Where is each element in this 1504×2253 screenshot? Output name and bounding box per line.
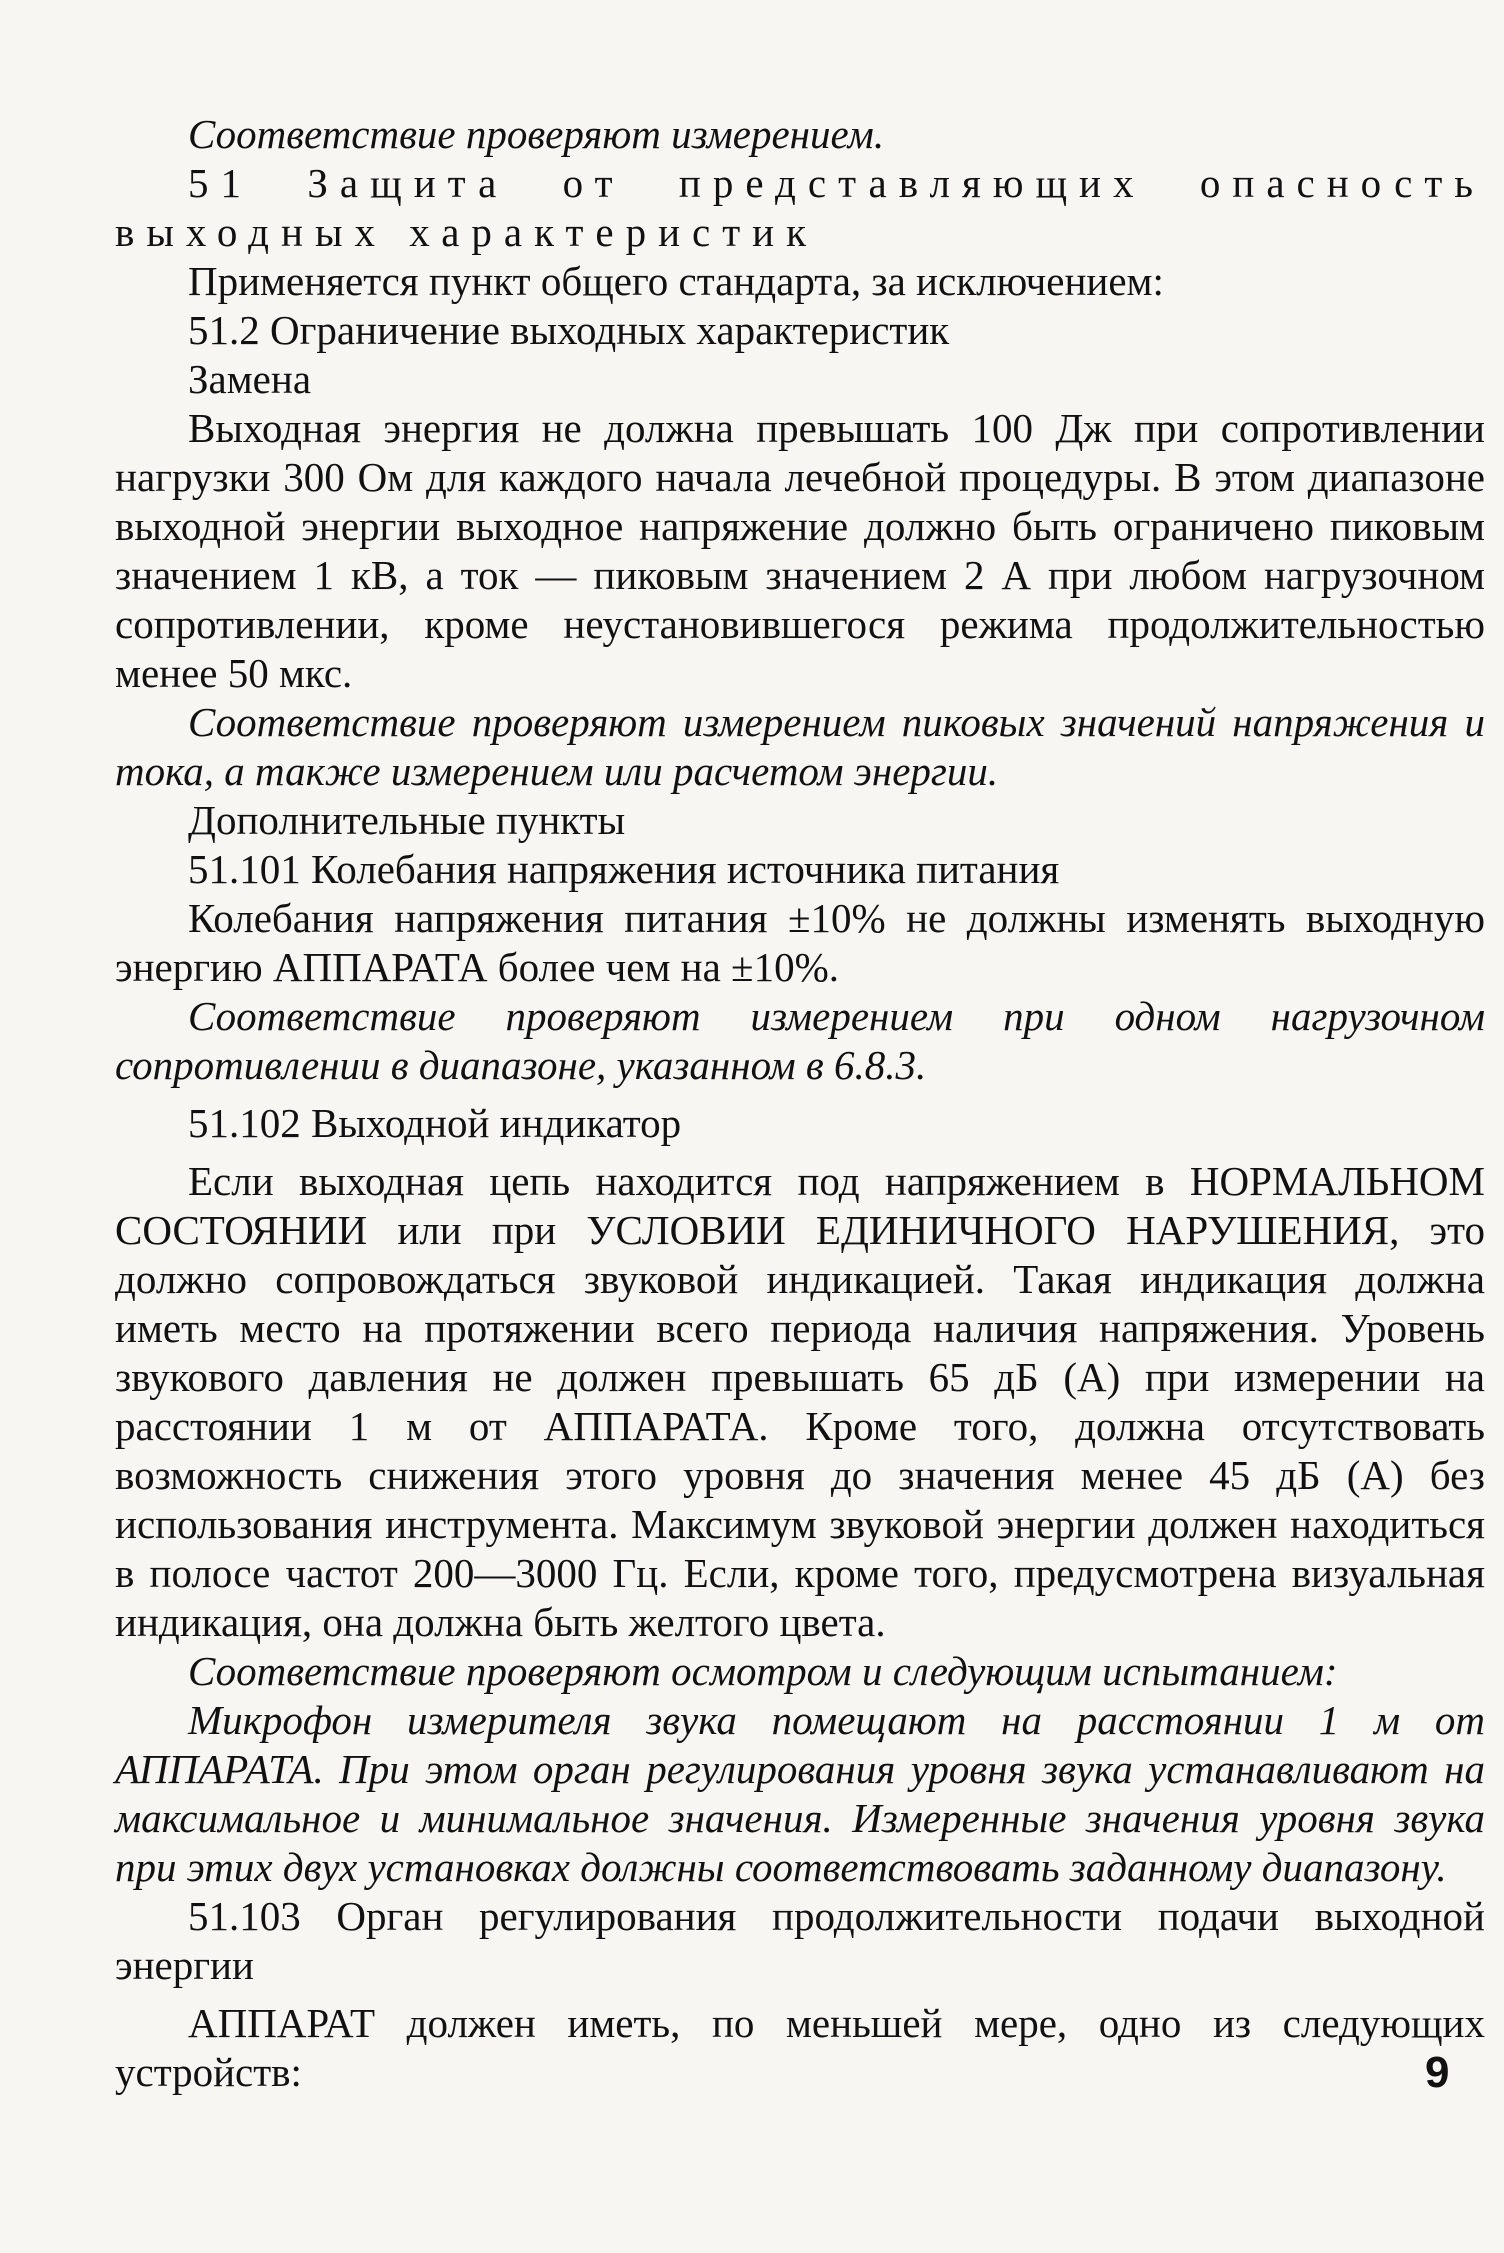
section-51-101-compliance: Соответствие проверяют измерением при одном нагрузочном сопротивлении в диапазоне, указанном в 6.8.3.	[115, 993, 1485, 1088]
general-standard-note: Применяется пункт общего стандарта, за исключением:	[188, 258, 1164, 304]
section-51-2-body: Выходная энергия не должна превышать 100 Дж при сопротивлении нагрузки 300 Ом для каждого начала лечебной процедуры. В этом диапазоне выходной энергии выходное напряжение должно быть ограничено пиковым значением 1 кВ, а ток — пиковым значением 2 А при любом нагрузочном сопротивлении, кроме неустановившегося режима продолжительностью менее 50 мкс.	[115, 405, 1485, 696]
page-number: 9	[1425, 2048, 1450, 2097]
replacement-label: Замена	[188, 356, 312, 402]
section-51-2-compliance: Соответствие проверяют измерением пиковых значений напряжения и тока, а также измерением или расчетом энергии.	[115, 699, 1485, 794]
text-column	[115, 110, 1485, 2097]
section-51-102-body: Если выходная цепь находится под напряжением в НОРМАЛЬНОМ СОСТОЯНИИ или при УСЛОВИИ ЕДИНИЧНОГО НАРУШЕНИЯ, это должно сопровождаться звуковой индикацией. Такая индикация должна иметь место на протяжении всего периода наличия напряжения. Уровень звукового давления не должен превышать 65 дБ (А) при измерении на расстоянии 1 м от АППАРАТА. Кроме того, должна отсутствовать возможность снижения этого уровня до значения менее 45 дБ (А) без использования инструмента. Максимум звуковой энергии должен находиться в полосе частот 200—3000 Гц. Если, кроме того, предусмотрена визуальная индикация, она должна быть желтого цвета.	[115, 1158, 1485, 1645]
section-51-heading: 51 Защита от представляющих опасность выходных характеристик	[115, 160, 1485, 255]
section-51-2-heading: 51.2 Ограничение выходных характеристик	[188, 307, 950, 353]
section-51-103-heading: 51.103 Орган регулирования продолжительности подачи выходной энергии	[115, 1893, 1485, 1988]
section-51-102-heading: 51.102 Выходной индикатор	[188, 1100, 682, 1146]
compliance-note: Соответствие проверяют измерением.	[188, 111, 885, 157]
section-51-101-heading: 51.101 Колебания напряжения источника питания	[188, 846, 1060, 892]
section-51-102-compliance: Соответствие проверяют осмотром и следующим испытанием:	[188, 1648, 1338, 1694]
section-51-103-body: АППАРАТ должен иметь, по меньшей мере, одно из следующих устройств:	[115, 2000, 1485, 2095]
section-51-101-body: Колебания напряжения питания ±10% не должны изменять выходную энергию АППАРАТА более чем на ±10%.	[115, 895, 1485, 990]
section-51-102-test: Микрофон измерителя звука помещают на расстоянии 1 м от АППАРАТА. При этом орган регулирования уровня звука устанавливают на максимальное и минимальное значения. Измеренные значения уровня звука при этих двух установках должны соответствовать заданному диапазону.	[115, 1697, 1485, 1890]
additional-clauses-label: Дополнительные пункты	[188, 797, 626, 843]
